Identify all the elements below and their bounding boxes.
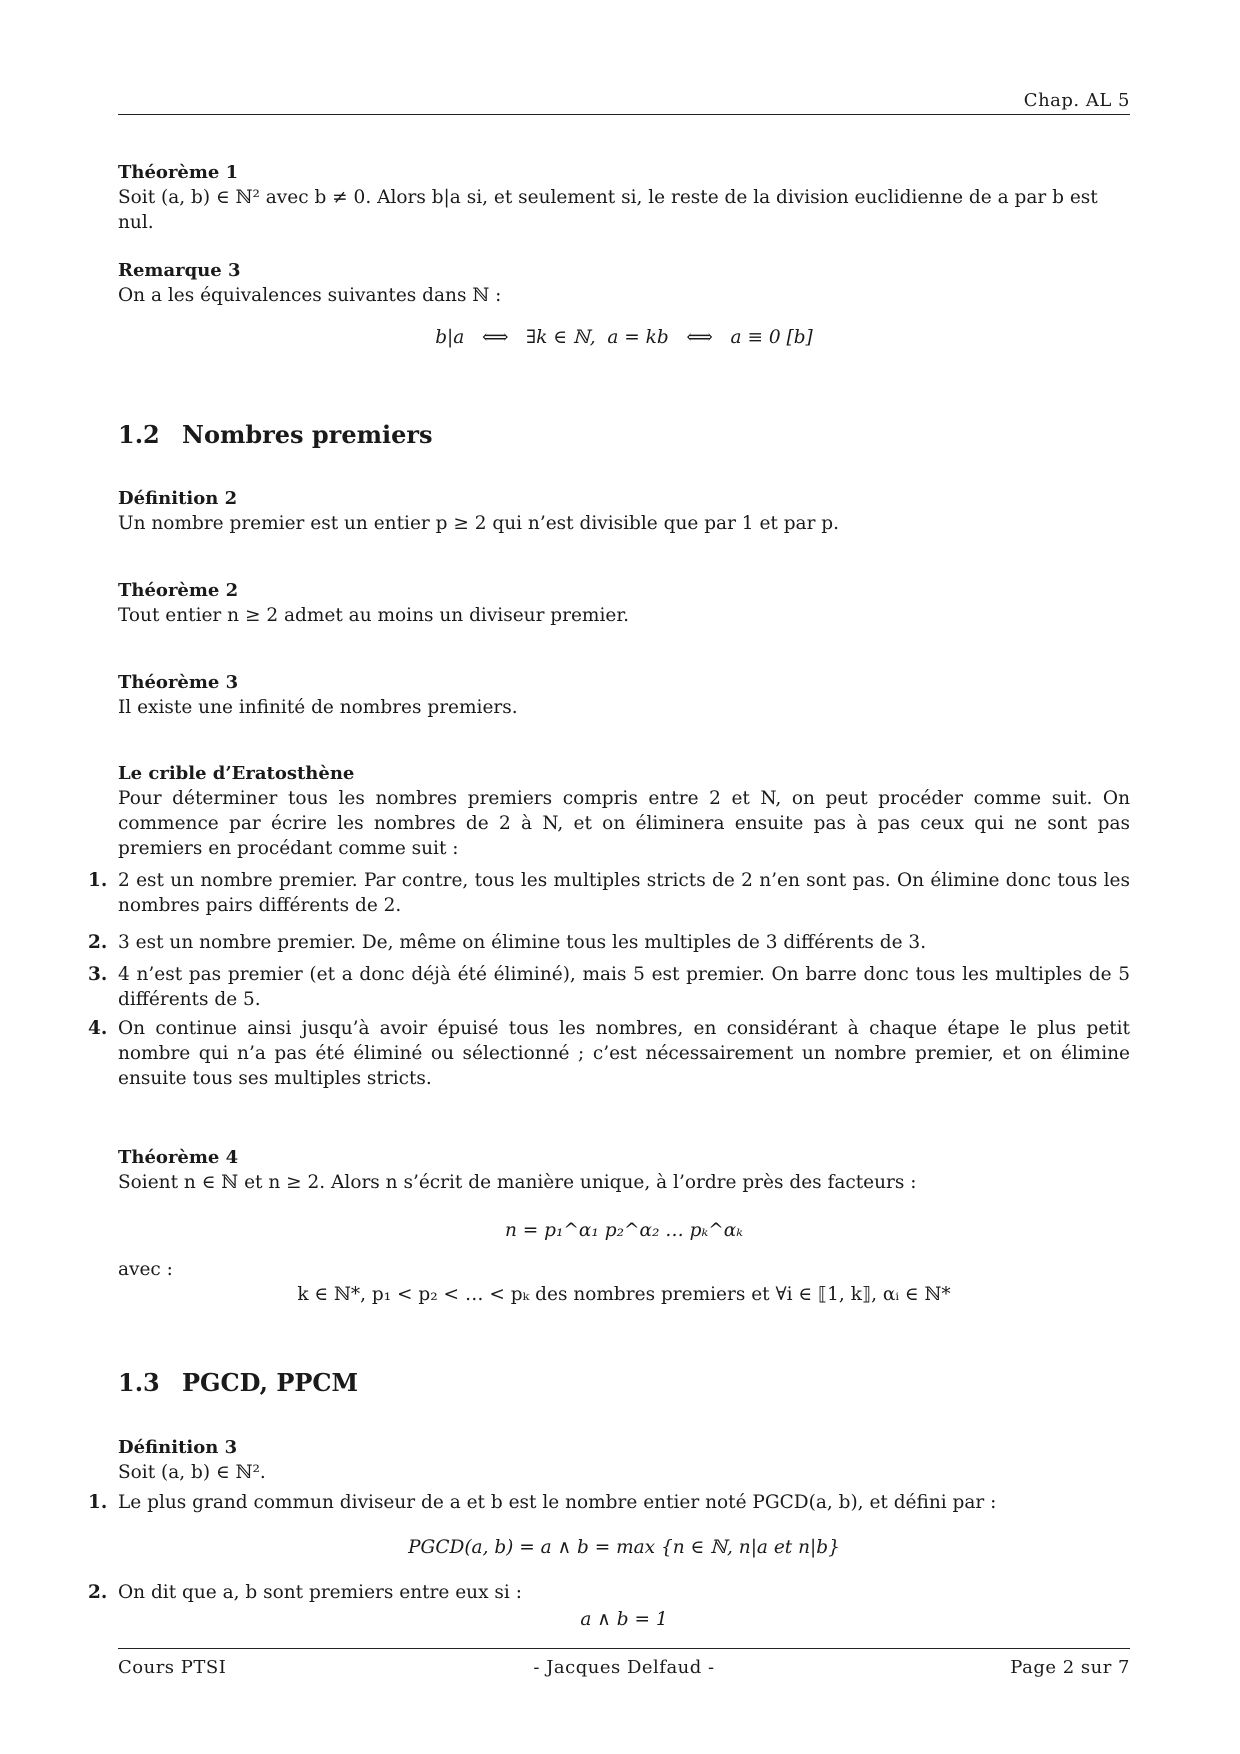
section-number: 1.3 — [118, 1368, 160, 1397]
definition-2-title: Définition 2 — [118, 488, 238, 509]
theorem-3 — [118, 670, 1130, 720]
section-1-2-heading — [118, 422, 433, 447]
theorem-4-avec: avec : — [118, 1259, 173, 1280]
list-text: 2 est un nombre premier. Par contre, tous les multiples stricts de 2 n’en sont pas. On élimine donc tous les nombres pairs différents de 2. — [118, 870, 1130, 916]
theorem-4-formula: n = p₁^α₁ p₂^α₂ … pₖ^αₖ — [505, 1220, 743, 1241]
sieve-step-1 — [88, 868, 1130, 918]
remark-3-title: Remarque 3 — [118, 260, 241, 281]
footer-author: - Jacques Delfaud - — [533, 1657, 715, 1678]
pgcd-formula: PGCD(a, b) = a ∧ b = max {n ∈ ℕ, n|a et n|b} — [408, 1537, 840, 1558]
footer-page-number: Page 2 sur 7 — [1010, 1657, 1130, 1678]
list-number: 4. — [88, 1018, 108, 1039]
theorem-3-text: Il existe une infinité de nombres premiers. — [118, 697, 518, 718]
section-title: PGCD, PPCM — [182, 1368, 359, 1397]
sieve-step-4 — [88, 1016, 1130, 1091]
list-number: 1. — [88, 1492, 108, 1513]
sieve-step-2 — [88, 930, 1130, 955]
footer-course: Cours PTSI — [118, 1657, 227, 1678]
coprime-formula: a ∧ b = 1 — [580, 1609, 668, 1630]
list-text: 4 n’est pas premier (et a donc déjà été éliminé), mais 5 est premier. On barre donc tous les multiples de 5 différents de 5. — [118, 964, 1130, 1010]
definition-2 — [118, 486, 1130, 536]
section-number: 1.2 — [118, 420, 160, 449]
theorem-4-title: Théorème 4 — [118, 1147, 239, 1168]
list-text: 3 est un nombre premier. De, même on élimine tous les multiples de 3 différents de 3. — [118, 932, 927, 953]
section-title: Nombres premiers — [182, 420, 433, 449]
definition-3-item-1 — [88, 1490, 1130, 1515]
remark-3-formula: b|a ⟺ ∃k ∈ ℕ, a = kb ⟺ a ≡ 0 [b] — [435, 327, 813, 348]
theorem-2-text: Tout entier n ≥ 2 admet au moins un diviseur premier. — [118, 605, 630, 626]
list-number: 2. — [88, 1582, 108, 1603]
section-1-3-heading — [118, 1370, 358, 1395]
theorem-4 — [118, 1145, 1130, 1195]
theorem-4-formula-2: k ∈ ℕ*, p₁ < p₂ < … < pₖ des nombres premiers et ∀i ∈ ⟦1, k⟧, αᵢ ∈ ℕ* — [297, 1284, 951, 1305]
theorem-3-title: Théorème 3 — [118, 672, 239, 693]
sieve-step-3 — [88, 962, 1130, 1012]
theorem-2-title: Théorème 2 — [118, 580, 239, 601]
sieve-intro: Pour déterminer tous les nombres premiers compris entre 2 et N, on peut procéder comme suit. On commence par écrire les nombres de 2 à N, et on éliminera ensuite pas à pas ceux qui ne sont pas premiers en procédant comme suit : — [118, 788, 1130, 859]
chapter-label: Chap. AL 5 — [1023, 90, 1130, 111]
list-number: 1. — [88, 870, 108, 891]
list-text: Le plus grand commun diviseur de a et b est le nombre entier noté PGCD(a, b), et défini par : — [118, 1492, 997, 1513]
theorem-1 — [118, 160, 1130, 235]
definition-2-text: Un nombre premier est un entier p ≥ 2 qui n’est divisible que par 1 et par p. — [118, 513, 840, 534]
page-header — [118, 88, 1130, 115]
definition-3-item-2 — [88, 1580, 1130, 1605]
definition-3-text: Soit (a, b) ∈ ℕ². — [118, 1462, 266, 1483]
remark-3-text: On a les équivalences suivantes dans ℕ : — [118, 285, 502, 306]
page-footer — [118, 1648, 1130, 1679]
theorem-2 — [118, 578, 1130, 628]
sieve-title: Le crible d’Eratosthène — [118, 763, 355, 784]
theorem-4-text: Soient n ∈ ℕ et n ≥ 2. Alors n s’écrit de manière unique, à l’ordre près des facteurs : — [118, 1172, 917, 1193]
list-text: On dit que a, b sont premiers entre eux si : — [118, 1582, 522, 1603]
list-text: On continue ainsi jusqu’à avoir épuisé tous les nombres, en considérant à chaque étape le plus petit nombre qui n’a pas été éliminé ou sélectionné ; c’est nécessairement un nombre premier, et on élimine ensuite tous ses multiples stricts. — [118, 1018, 1130, 1089]
remark-3 — [118, 258, 1130, 308]
definition-3 — [118, 1435, 1130, 1485]
list-number: 3. — [88, 964, 108, 985]
theorem-1-text: Soit (a, b) ∈ ℕ² avec b ≠ 0. Alors b|a si, et seulement si, le reste de la division euclidienne de a par b est nul. — [118, 187, 1098, 233]
definition-3-title: Définition 3 — [118, 1437, 238, 1458]
theorem-1-title: Théorème 1 — [118, 162, 239, 183]
sieve-of-eratosthenes — [118, 761, 1130, 861]
list-number: 2. — [88, 932, 108, 953]
